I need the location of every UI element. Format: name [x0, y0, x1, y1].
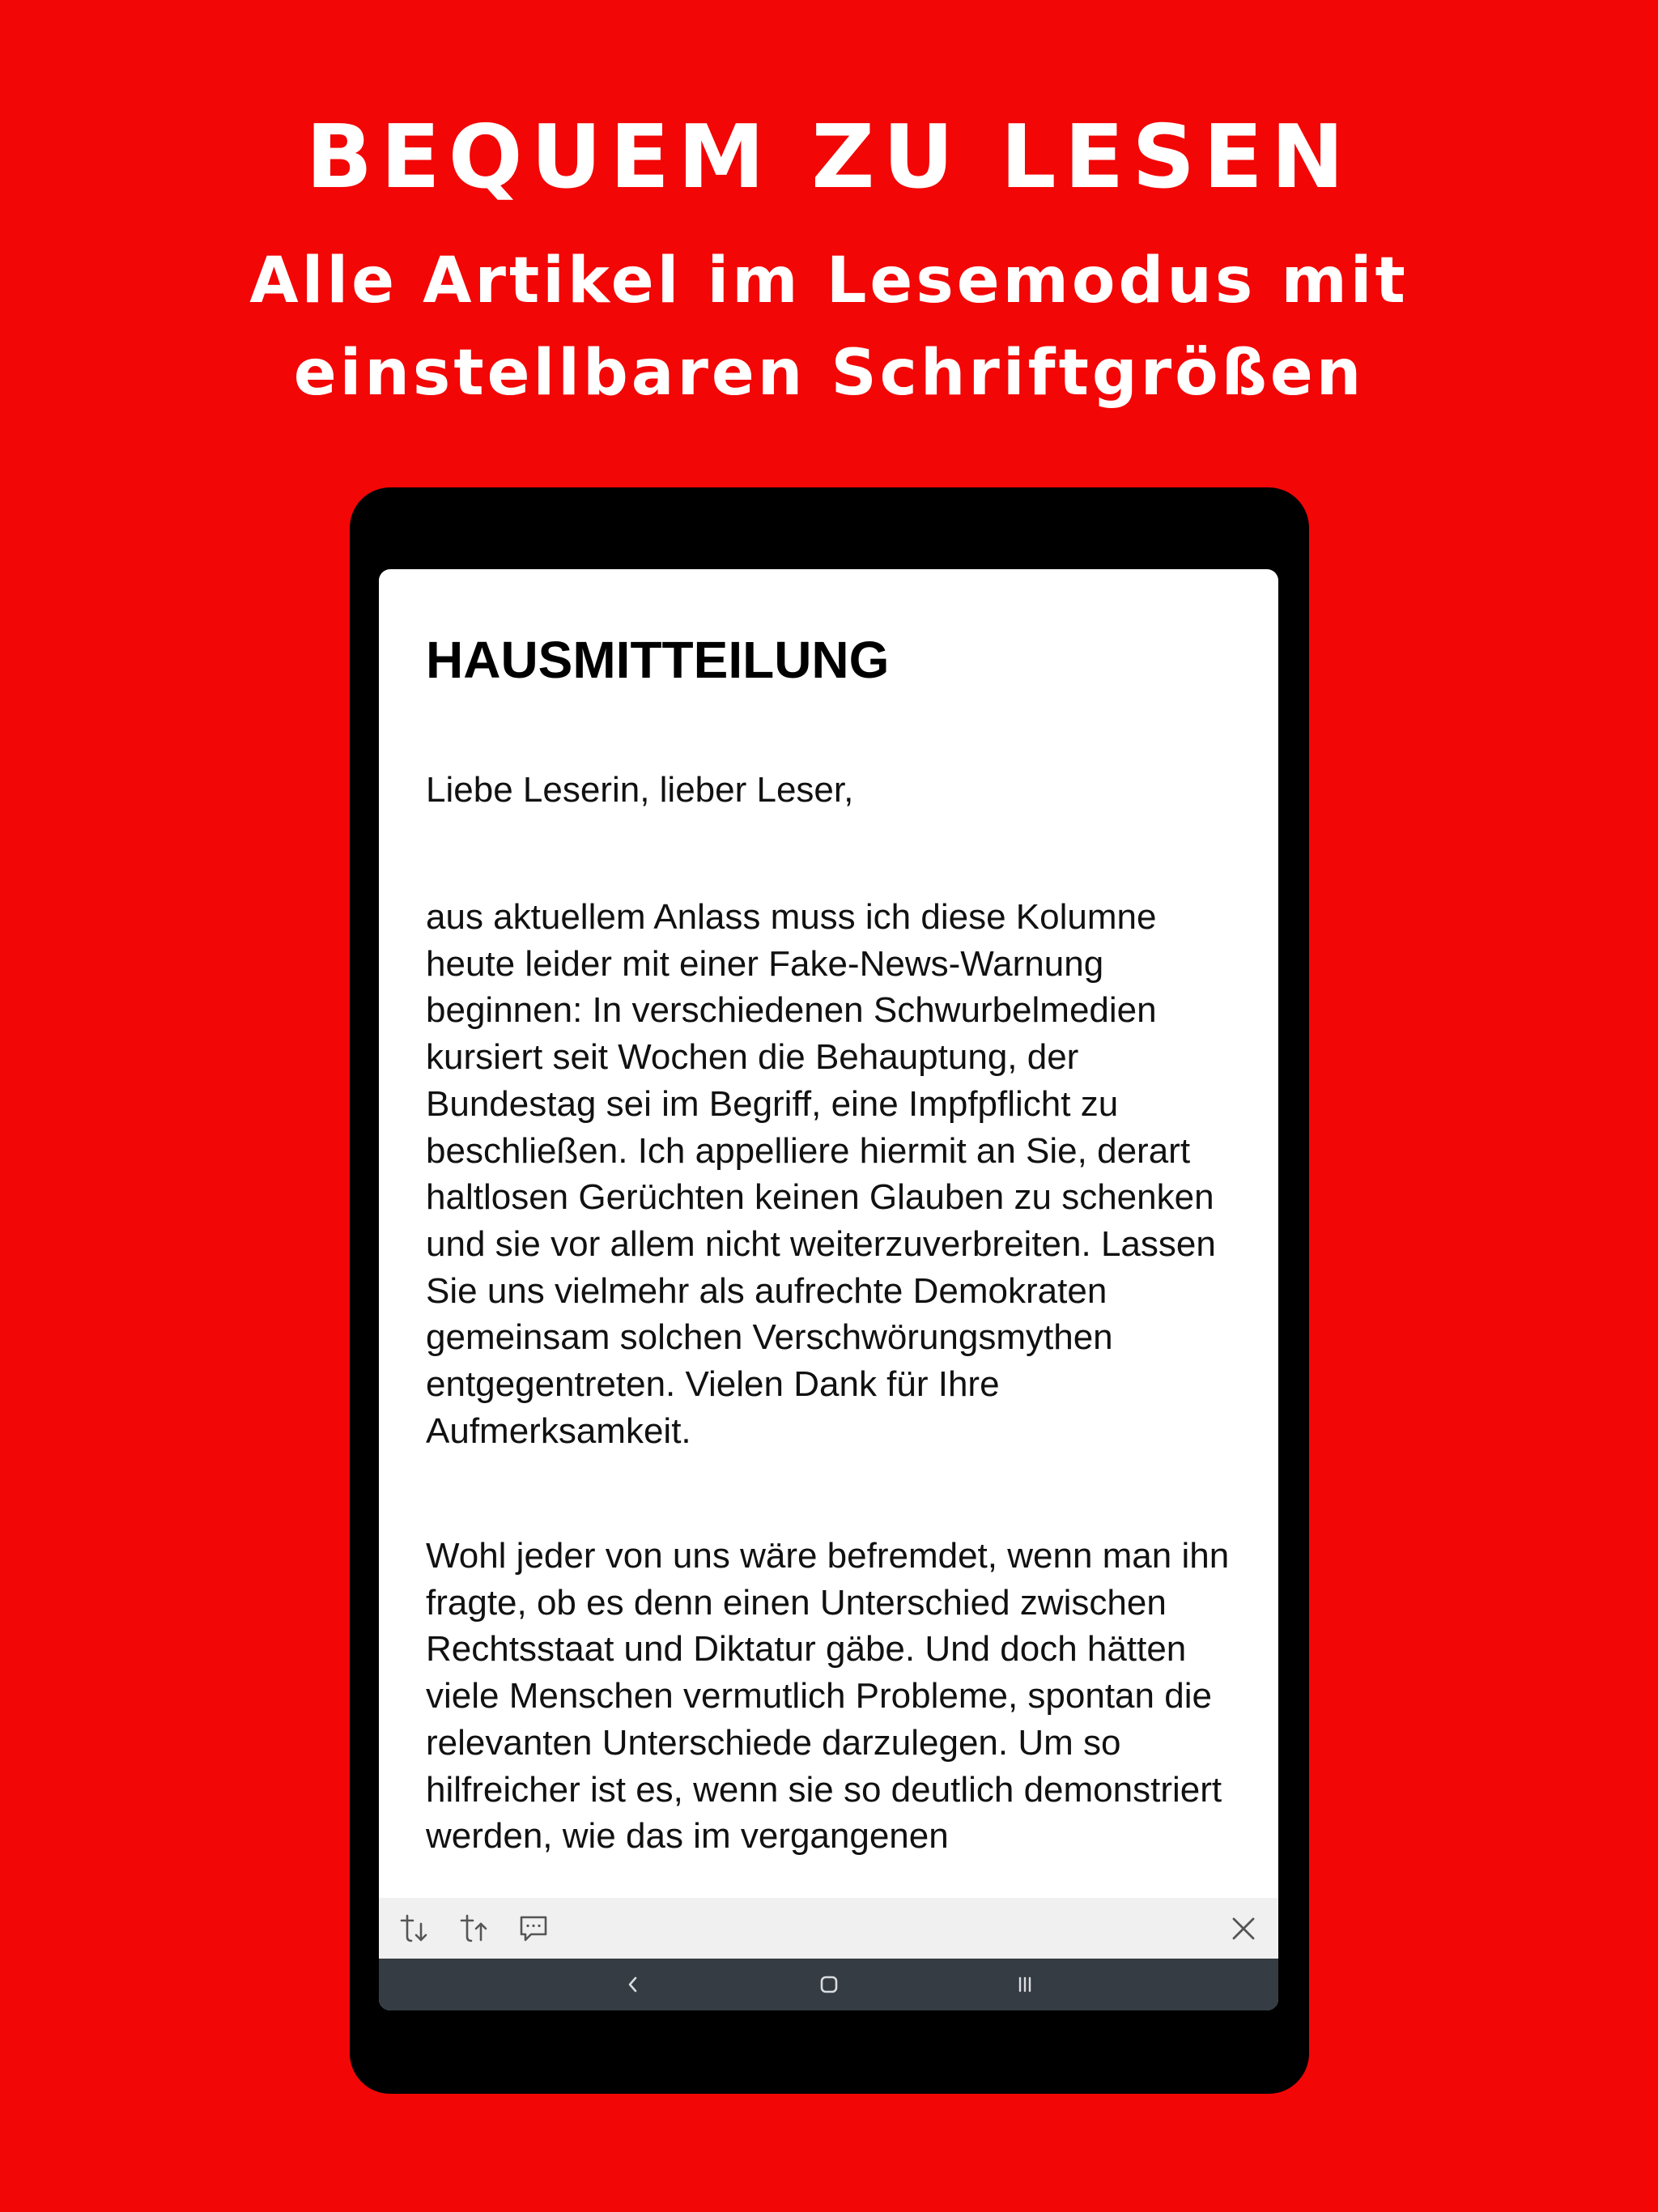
home-icon: [817, 1972, 841, 1997]
article-paragraph: Wohl jeder von uns wäre befremdet, wenn man ihn fragte, ob es denn einen Unterschied zwischen Rechtsstaat und Diktatur gäbe. Und doch hätten viele Menschen vermutlich Probleme, spontan die relevanten Unterschiede darzulegen. Um so hilfreicher ist es, wenn sie so deutlich demonstriert werden, wie das im vergangenen: [426, 1536, 1230, 1857]
recent-apps-icon: [1013, 1972, 1037, 1997]
back-button[interactable]: [614, 1965, 653, 2004]
home-button[interactable]: [810, 1965, 848, 2004]
article-reader[interactable]: [426, 569, 1244, 1897]
font-size-decrease-button[interactable]: [392, 1908, 434, 1950]
promo-subline-line-1: Alle Artikel im Lesemodus mit: [249, 245, 1409, 317]
article-greeting: Liebe Leserin, lieber Leser,: [426, 770, 854, 810]
close-reader-button[interactable]: [1222, 1908, 1265, 1950]
article-title: HAUSMITTEILUNG: [426, 631, 890, 689]
article-paragraph: aus aktuellem Anlass muss ich diese Kolumne heute leider mit einer Fake-News-Warnung beginnen: In verschiedenen Schwurbelmedien kursiert seit Wochen die Behauptung, der Bundestag sei im Begriff, eine Impfpflicht zu beschließen. Ich appelliere hiermit an Sie, derart haltlosen Gerüchten keinen Glauben zu schenken und sie vor allem nicht weiterzuverbreiten. Lassen Sie uns vielmehr als aufrechte Demokraten gemeinsam solchen Verschwörungsmythen entgegentreten. Vielen Dank für Ihre Aufmerksamkeit.: [426, 897, 1216, 1451]
promo-subline: [0, 235, 1658, 419]
comment-icon: [517, 1912, 550, 1945]
back-icon: [622, 1973, 644, 1996]
font-size-increase-button[interactable]: [452, 1908, 494, 1950]
font-size-increase-icon: [457, 1912, 489, 1945]
comment-button[interactable]: [512, 1908, 555, 1950]
system-navigation-bar: [379, 1959, 1278, 2010]
promo-subline-line-2: einstellbaren Schriftgrößen: [293, 337, 1365, 410]
promo-headline: BEQUEM ZU LESEN: [305, 107, 1353, 208]
font-size-decrease-icon: [397, 1912, 429, 1945]
recent-apps-button[interactable]: [1005, 1965, 1044, 2004]
reader-toolbar: [379, 1898, 1278, 1959]
close-icon: [1229, 1914, 1258, 1943]
tablet-screen: [379, 569, 1278, 2010]
